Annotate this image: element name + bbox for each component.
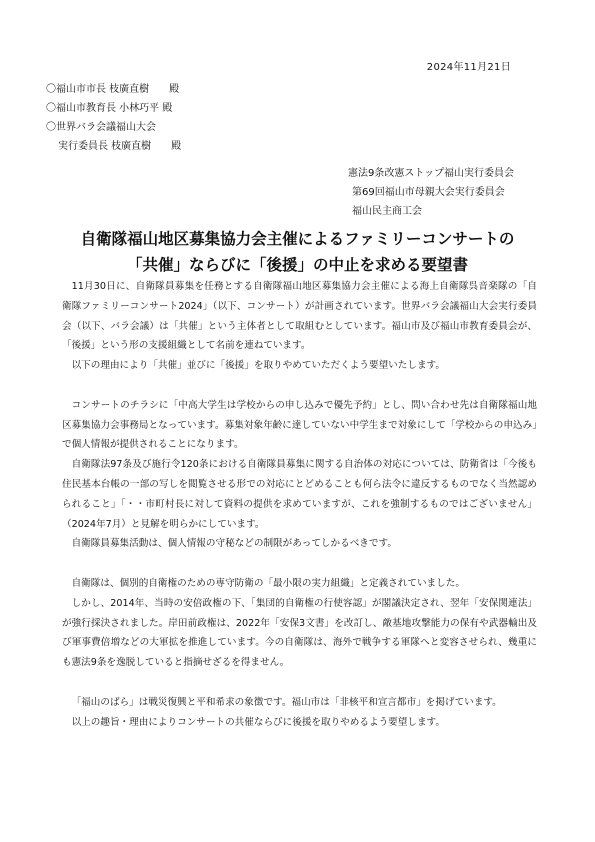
- sender-3: 福山民主商工会: [352, 206, 422, 217]
- paragraph-gap: [62, 376, 537, 396]
- paragraph-request: 以下の理由により「共催」並びに「後援」を取りやめていただくよう要望いたします。: [71, 360, 445, 372]
- addressee-rose-convention: 〇世界バラ会議福山大会: [46, 122, 156, 133]
- paragraph-privacy: 自衛隊員募集活動は、個人情報の守秘などの制限があってしかるべきです。: [71, 538, 397, 550]
- sender-block: [348, 164, 514, 221]
- addressee-committee-chair: 実行委員長 枝廣直樹 殿: [58, 141, 182, 152]
- paragraph-rose: 「福山のばら」は戦災復興と平和希求の象徴です。福山市は「非核平和宣言都市」を掲げています。: [71, 696, 502, 708]
- paragraph-gap: [62, 673, 537, 693]
- title-line-2: 「共催」ならびに「後援」の中止を求める要望書: [126, 256, 468, 274]
- paragraph-sdf-law: 自衛隊法97条及び施行令120条における自衛隊員募集に関する自治体の対応については、防衛省は「今後も住民基本台帳の一部の写しを閲覧させる形での対応にとどめることも何ら法令に違反するものでなく当然認められること」「・・市町村長に対して資料の提供を求めていますが、これを強制するものではございません」（2024年7月）と見解を明らかにしています。: [62, 459, 537, 530]
- sender-1: 憲法9条改憲ストップ福山実行委員会: [348, 168, 515, 179]
- paragraph-gap: [62, 554, 537, 574]
- addressee-superintendent: 〇福山市教育長 小林巧平 殿: [46, 103, 173, 114]
- document-title: [0, 226, 595, 278]
- sender-2: 第69回福山市母親大会実行委員会: [352, 187, 505, 198]
- paragraph-history: しかし、2014年、当時の安倍政権の下、「集団的自衛権の行使容認」が閣議決定され、翌年「安保関連法」が強行採決されました。岸田前政権は、2022年「安保3文書」を改訂し、敵基地攻撃能力の保有や武器輸出及び軍事費倍増などの大軍拡を推進しています。今の自衛隊は、海外で戦争する軍隊へと変容させられ、幾重にも憲法9条を逸脱していると指摘せざるを得ません。: [62, 597, 537, 669]
- document-body: [62, 277, 537, 732]
- paragraph-conclusion: 以上の趣旨・理由によりコンサートの共催ならびに後援を取りやめるよう要望します。: [71, 716, 445, 728]
- title-line-1: 自衛隊福山地区募集協力会主催によるファミリーコンサートの: [80, 230, 515, 248]
- document-date: 2024年11月21日: [426, 62, 511, 73]
- paragraph-flyer: コンサートのチラシに「中高大学生は学校からの申し込みで優先予約」とし、問い合わせ先は自衛隊福山地区募集協力会事務局となっています。募集対象年齢に達していない中学生まで対象にして「学校からの申込み」で個人情報が提供されることになります。: [62, 399, 537, 451]
- addressee-mayor: 〇福山市市長 枝廣直樹 殿: [46, 84, 180, 95]
- paragraph-definition: 自衛隊は、個別的自衛権のための専守防衛の「最小限の実力組織」と定義されていました。: [71, 577, 465, 589]
- paragraph-intro: 11月30日に、自衛隊員募集を任務とする自衛隊福山地区募集協力会主催による海上自衛隊呉音楽隊の「自衛隊ファミリーコンサート2024」（以下、コンサート）が計画されています。世界バラ会議福山大会実行委員会（以下、バラ会議）は「共催」という主体者として取組むとしています。福山市及び福山市教育委員会が、「後援」という形の支援組織として名前を連ねています。: [62, 281, 537, 352]
- addressee-block: [46, 80, 181, 156]
